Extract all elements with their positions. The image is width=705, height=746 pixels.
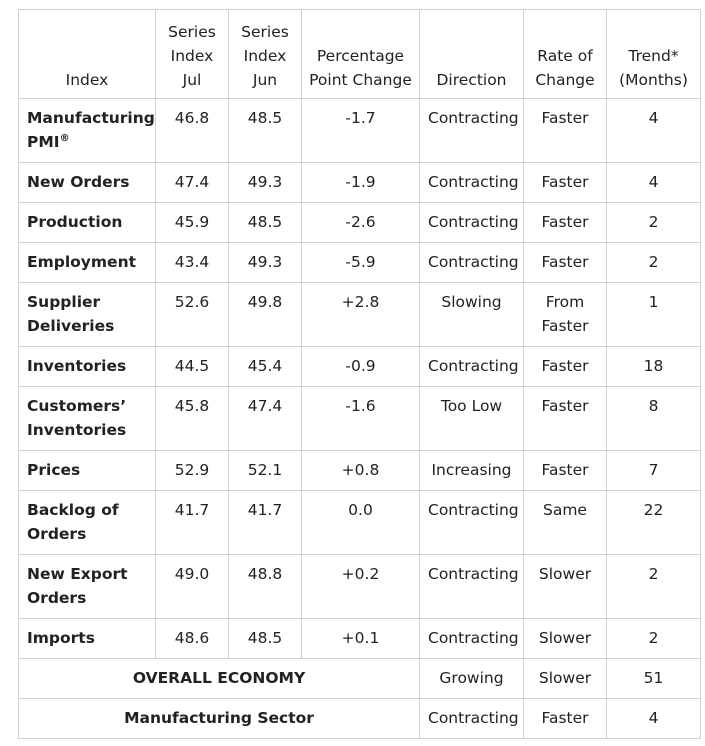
cell-change: +0.8	[302, 451, 420, 491]
row-name: Prices	[19, 451, 156, 491]
row-name: Customers’ Inventories	[19, 387, 156, 451]
header-row	[19, 10, 701, 99]
cell-change: -5.9	[302, 243, 420, 283]
cell-jun: 48.5	[229, 99, 302, 163]
cell-rate: Faster	[524, 387, 607, 451]
cell-jun: 47.4	[229, 387, 302, 451]
table-row	[19, 203, 701, 243]
cell-jun: 49.3	[229, 163, 302, 203]
cell-rate: Same	[524, 491, 607, 555]
cell-jul: 49.0	[156, 555, 229, 619]
cell-rate: Faster	[524, 451, 607, 491]
cell-jul: 45.9	[156, 203, 229, 243]
summary-row-manufacturing	[19, 699, 701, 739]
registered-mark: ®	[59, 132, 70, 144]
header-index: Index	[19, 10, 156, 99]
cell-trend: 2	[607, 203, 701, 243]
cell-trend: 2	[607, 555, 701, 619]
cell-direction: Too Low	[420, 387, 524, 451]
table-row	[19, 491, 701, 555]
cell-direction: Contracting	[420, 699, 524, 739]
row-name: Imports	[19, 619, 156, 659]
cell-trend: 4	[607, 99, 701, 163]
cell-trend: 4	[607, 699, 701, 739]
cell-rate: Slower	[524, 555, 607, 619]
table-row	[19, 387, 701, 451]
cell-jul: 52.9	[156, 451, 229, 491]
row-name: Employment	[19, 243, 156, 283]
table-row	[19, 99, 701, 163]
cell-rate: Faster	[524, 347, 607, 387]
cell-jun: 52.1	[229, 451, 302, 491]
cell-direction: Slowing	[420, 283, 524, 347]
cell-rate: Faster	[524, 243, 607, 283]
cell-jul: 41.7	[156, 491, 229, 555]
summary-row-overall	[19, 659, 701, 699]
cell-direction: Contracting	[420, 491, 524, 555]
table-row	[19, 283, 701, 347]
cell-direction: Increasing	[420, 451, 524, 491]
row-name: Inventories	[19, 347, 156, 387]
table-row	[19, 555, 701, 619]
cell-jun: 48.8	[229, 555, 302, 619]
pmi-index-table	[18, 9, 701, 739]
cell-jul: 46.8	[156, 99, 229, 163]
cell-rate: From Faster	[524, 283, 607, 347]
header-direction: Direction	[420, 10, 524, 99]
row-name: Supplier Deliveries	[19, 283, 156, 347]
cell-change: -1.6	[302, 387, 420, 451]
header-change: Percentage Point Change	[302, 10, 420, 99]
cell-change: -1.7	[302, 99, 420, 163]
table-row	[19, 619, 701, 659]
cell-rate: Faster	[524, 163, 607, 203]
cell-change: +0.1	[302, 619, 420, 659]
cell-direction: Contracting	[420, 347, 524, 387]
table-row	[19, 163, 701, 203]
cell-jul: 44.5	[156, 347, 229, 387]
cell-jul: 43.4	[156, 243, 229, 283]
cell-change: 0.0	[302, 491, 420, 555]
cell-jun: 45.4	[229, 347, 302, 387]
cell-trend: 18	[607, 347, 701, 387]
cell-rate: Faster	[524, 699, 607, 739]
row-name: Production	[19, 203, 156, 243]
cell-direction: Growing	[420, 659, 524, 699]
cell-trend: 51	[607, 659, 701, 699]
cell-direction: Contracting	[420, 243, 524, 283]
header-jul: Series Index Jul	[156, 10, 229, 99]
header-jun: Series Index Jun	[229, 10, 302, 99]
row-name: Manufacturing PMI®	[19, 99, 156, 163]
cell-change: -2.6	[302, 203, 420, 243]
cell-trend: 7	[607, 451, 701, 491]
cell-change: -0.9	[302, 347, 420, 387]
cell-jun: 49.3	[229, 243, 302, 283]
cell-rate: Faster	[524, 99, 607, 163]
cell-jun: 41.7	[229, 491, 302, 555]
summary-label: OVERALL ECONOMY	[19, 659, 420, 699]
cell-change: +0.2	[302, 555, 420, 619]
header-rate: Rate of Change	[524, 10, 607, 99]
row-name: New Export Orders	[19, 555, 156, 619]
header-trend: Trend* (Months)	[607, 10, 701, 99]
cell-rate: Faster	[524, 203, 607, 243]
cell-rate: Slower	[524, 619, 607, 659]
cell-change: -1.9	[302, 163, 420, 203]
row-name: New Orders	[19, 163, 156, 203]
cell-rate: Slower	[524, 659, 607, 699]
cell-direction: Contracting	[420, 203, 524, 243]
table-row	[19, 451, 701, 491]
cell-jul: 52.6	[156, 283, 229, 347]
cell-trend: 2	[607, 243, 701, 283]
cell-jul: 47.4	[156, 163, 229, 203]
table-row	[19, 347, 701, 387]
cell-direction: Contracting	[420, 555, 524, 619]
cell-trend: 4	[607, 163, 701, 203]
cell-trend: 22	[607, 491, 701, 555]
row-name: Backlog of Orders	[19, 491, 156, 555]
cell-direction: Contracting	[420, 619, 524, 659]
cell-trend: 8	[607, 387, 701, 451]
cell-change: +2.8	[302, 283, 420, 347]
cell-direction: Contracting	[420, 99, 524, 163]
cell-jun: 48.5	[229, 619, 302, 659]
table-row	[19, 243, 701, 283]
cell-trend: 2	[607, 619, 701, 659]
cell-direction: Contracting	[420, 163, 524, 203]
cell-jun: 49.8	[229, 283, 302, 347]
cell-jun: 48.5	[229, 203, 302, 243]
cell-trend: 1	[607, 283, 701, 347]
summary-label: Manufacturing Sector	[19, 699, 420, 739]
cell-jul: 48.6	[156, 619, 229, 659]
cell-jul: 45.8	[156, 387, 229, 451]
